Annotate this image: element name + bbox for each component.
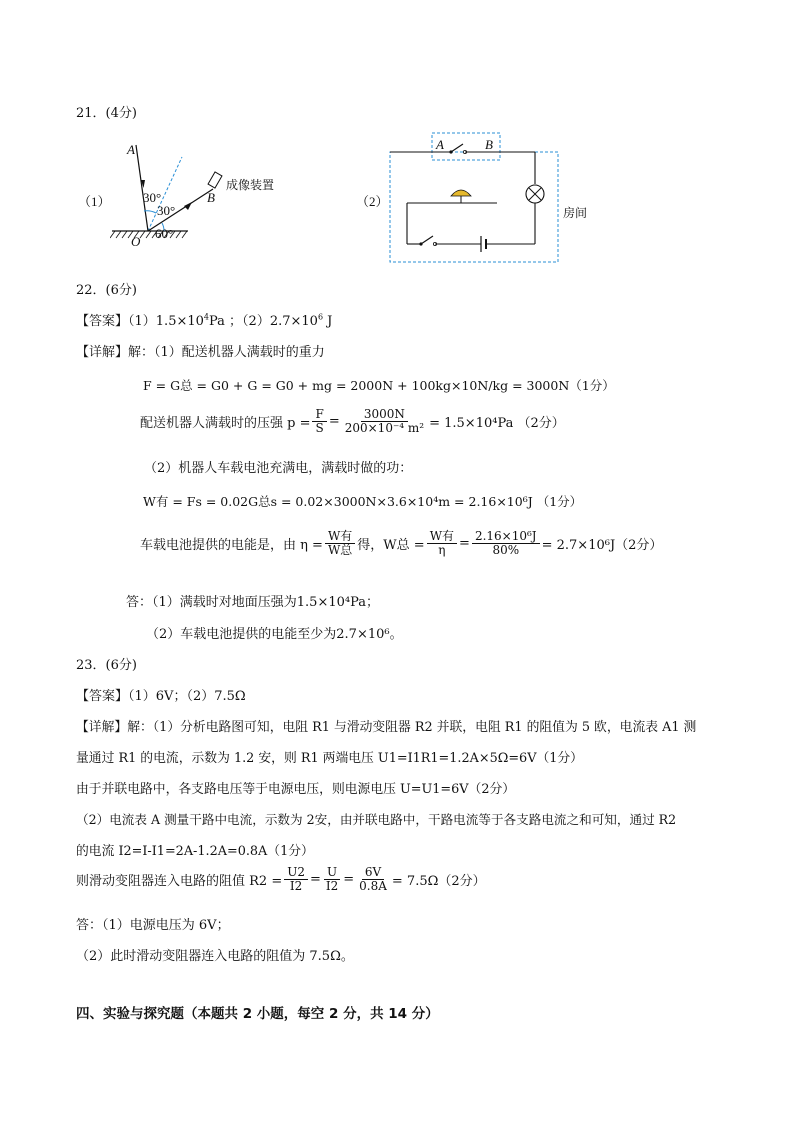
resistance-lead: 则滑动变阻器连入电路的阻值 R2 = (76, 874, 283, 890)
frac-num: U2 (284, 866, 308, 880)
energy-lead: 车载电池提供的电能是，由 η = (140, 538, 323, 554)
frac-den: I2 (325, 879, 339, 894)
q23-title: 23．(6分) (76, 658, 137, 673)
frac-den: 0.8A (359, 879, 387, 894)
answer-tag: 【答案】 (76, 689, 129, 704)
incident-ray (136, 145, 148, 231)
room-boundary (390, 152, 558, 262)
bell-icon (451, 190, 471, 196)
detail-tag: 【详解】 (76, 345, 129, 360)
detail-intro: 解：（1）配送机器人满载时的重力 (128, 345, 325, 360)
frac-den: I2 (289, 879, 303, 894)
equals: = (328, 414, 340, 430)
formula-pressure (140, 408, 565, 435)
fraction-u2-i2 (284, 866, 308, 893)
frac-num: 6V (362, 866, 384, 880)
room-label: 房间 (563, 206, 588, 220)
frac-num: W有 (427, 530, 457, 544)
q23-detail-line-1 (76, 716, 696, 735)
circuit-diagram (385, 128, 565, 268)
fraction-energy-value (472, 530, 540, 557)
frac-num: 3000N (361, 408, 408, 422)
q22-answer-line (76, 310, 332, 329)
equals: = (309, 872, 321, 888)
answer-text: （1）6V；（2）7.5Ω (128, 689, 246, 704)
energy-mid: 得，W总 = (357, 538, 425, 554)
point-o-label: O (131, 234, 141, 249)
fraction-efficiency (325, 530, 355, 557)
switch-ab (451, 144, 463, 152)
point-b-label: B (207, 190, 215, 205)
answer-unit2: J (323, 314, 333, 329)
camera-device (208, 172, 222, 188)
fig2-label: （2） (356, 194, 389, 209)
frac-den: S (315, 421, 324, 436)
answer-part2: Pa ；（2）2.7×10 (209, 314, 318, 329)
switch-a-label: A (436, 137, 444, 152)
answer-tag: 【答案】 (76, 314, 129, 329)
formula-energy (140, 530, 662, 557)
q22-detail-line (76, 341, 325, 360)
frac-num: U (324, 866, 340, 880)
frac-num: 2.16×10⁶J (472, 530, 540, 544)
q23-answer-line (76, 685, 246, 704)
q22-conclusion-2: （2）车载电池提供的电能至少为2.7×10⁶。 (146, 627, 403, 642)
q23-conclusion-1: 答：（1）电源电压为 6V； (76, 918, 230, 933)
q21-title: 21．(4分) (76, 106, 137, 121)
point-a-label: A (127, 142, 135, 157)
q23-detail-line-5: 的电流 I2=I-I1=2A-1.2A=0.8A（1分） (76, 844, 314, 859)
answer-exp1: 4 (203, 312, 209, 322)
detail-text: 解：（1）分析电路图可知，电阻 R1 与滑动变阻器 R2 并联，电阻 R1 的阻值为 5 欧，电流表 A1 测 (127, 720, 697, 735)
frac-den: W总 (327, 543, 353, 558)
frac-den: 80% (492, 543, 520, 558)
angle2-label: 30° (157, 203, 176, 218)
frac-den: 200×10⁻⁴ m² (344, 421, 425, 436)
fraction-f-s (312, 408, 326, 435)
frac-num: W有 (325, 530, 355, 544)
section4-heading: 四、实验与探究题（本题共 2 小题，每空 2 分，共 14 分） (76, 1006, 439, 1022)
angle3-label: 60° (155, 226, 174, 241)
switch-b-label: B (485, 137, 493, 152)
q23-detail-line-3: 由于并联电路中，各支路电压等于电源电压，则电源电压 U=U1=6V（2分） (76, 782, 516, 797)
q22-conclusion-1: 答：（1）满载时对地面压强为1.5×10⁴Pa； (126, 595, 380, 610)
resistance-tail: = 7.5Ω（2分） (391, 874, 486, 890)
equals: = (459, 536, 470, 552)
formula-weight: F = G总 = G0 + G = G0 + mg = 2000N + 100kg×10N/kg = 3000N（1分） (143, 378, 615, 393)
q23-detail-line-2: 量通过 R1 的电流，示数为 1.2 安，则 R1 两端电压 U1=I1R1=1.2A×5Ω=6V（1分） (76, 751, 583, 766)
q22-title: 22．(6分) (76, 283, 137, 298)
fig1-label: （1） (78, 194, 111, 209)
answer-exp2: 6 (317, 312, 324, 322)
device-label: 成像装置 (226, 178, 275, 192)
mirror-hatching (110, 231, 187, 238)
pressure-lead: 配送机器人满载时的压强 p = (140, 416, 311, 432)
detail-tag: 【详解】 (76, 720, 128, 735)
angle1-label: 30° (143, 190, 162, 205)
frac-num: F (312, 408, 326, 422)
fraction-u-i2 (323, 866, 341, 893)
formula-work: W有 = Fs = 0.02G总s = 0.02×3000N×3.6×10⁴m = 2.16×10⁶J （1分） (143, 494, 583, 509)
energy-tail: = 2.7×10⁶J（2分） (541, 538, 663, 554)
fraction-w-eta (427, 530, 457, 557)
q23-conclusion-2: （2）此时滑动变阻器连入电路的阻值为 7.5Ω。 (76, 949, 354, 964)
formula-work-intro: （2）机器人车载电池充满电，满载时做的功： (144, 461, 413, 476)
fraction-6v-08a (356, 866, 390, 893)
bottom-switch (421, 236, 433, 244)
reflected-arrow (184, 202, 192, 210)
fraction-3000-area (342, 408, 427, 435)
answer-part1: （1）1.5×10 (128, 314, 204, 329)
pressure-tail: = 1.5×10⁴Pa （2分） (429, 416, 565, 432)
formula-resistance (76, 866, 486, 893)
frac-den: η (438, 543, 446, 558)
q23-detail-line-4: （2）电流表 A 测量干路中电流，示数为 2安，由并联电路中，干路电流等于各支路电流之和可知，通过 R2 (76, 812, 677, 827)
equals: = (343, 872, 355, 888)
